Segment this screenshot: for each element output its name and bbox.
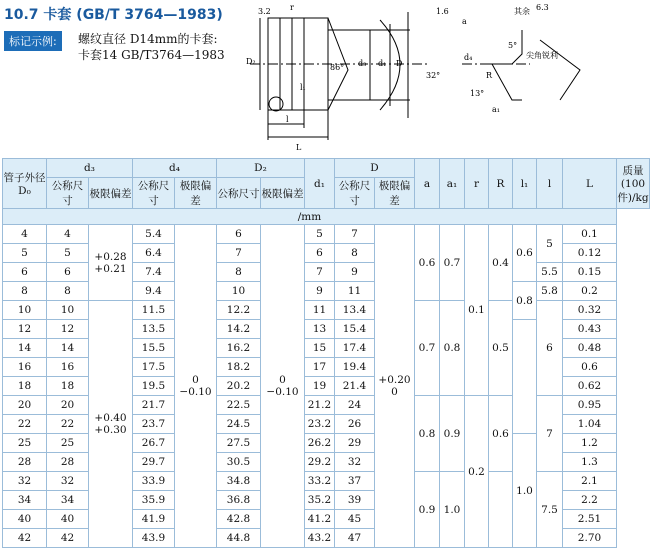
cell-d1: 15 <box>305 339 335 358</box>
cell-d4: 41.9 <box>133 510 175 529</box>
cell-D: 17.4 <box>335 339 375 358</box>
cell-l: 5 <box>537 225 563 263</box>
label-d3: d₃ <box>358 59 367 68</box>
label-13deg: 13° <box>470 89 485 98</box>
cell-mass: 0.1 <box>563 225 617 244</box>
cell-d1: 19 <box>305 377 335 396</box>
cell-mass: 0.95 <box>563 396 617 415</box>
label-6-3: 6.3 <box>536 3 549 12</box>
cell-d3: 20 <box>47 396 89 415</box>
header-L: L <box>563 159 617 209</box>
cell-d4: 21.7 <box>133 396 175 415</box>
cell-R: 0.6 <box>489 396 513 472</box>
label-32deg: 32° <box>426 71 441 80</box>
label-rest: 其余 <box>514 7 530 16</box>
cell-D2: 12.2 <box>217 301 261 320</box>
cell-d1: 23.2 <box>305 415 335 434</box>
cell-D2: 7 <box>217 244 261 263</box>
cell-d1: 5 <box>305 225 335 244</box>
ferrule-drawing <box>230 0 650 156</box>
header-d4-nominal: 公称尺寸 <box>133 178 175 209</box>
cell-d4: 23.7 <box>133 415 175 434</box>
cell-d3: 28 <box>47 453 89 472</box>
cell-D0: 42 <box>3 529 47 548</box>
label-a: a <box>462 17 467 26</box>
cell-l: 7.5 <box>537 472 563 548</box>
header-r: r <box>465 159 489 209</box>
label-sharp: 尖角锐利 <box>526 51 558 60</box>
cell-d4: 43.9 <box>133 529 175 548</box>
cell-R <box>489 472 513 548</box>
cell-mass: 0.32 <box>563 301 617 320</box>
cell-D2: 10 <box>217 282 261 301</box>
cell-d4: 5.4 <box>133 225 175 244</box>
cell-D: 32 <box>335 453 375 472</box>
header-d3-dev: 极限偏差 <box>89 178 133 209</box>
cell-mass: 2.1 <box>563 472 617 491</box>
cell-d4: 35.9 <box>133 491 175 510</box>
cell-mass: 0.43 <box>563 320 617 339</box>
table-row <box>3 301 650 320</box>
cell-D2: 14.2 <box>217 320 261 339</box>
cell-l: 5.8 <box>537 282 563 301</box>
cell-r: 0.2 <box>465 396 489 548</box>
table-body <box>3 225 650 548</box>
cell-d4: 9.4 <box>133 282 175 301</box>
label-d4: d₄ <box>464 53 473 62</box>
cell-R: 0.4 <box>489 225 513 301</box>
cell-D2: 24.5 <box>217 415 261 434</box>
cell-d1: 17 <box>305 358 335 377</box>
cell-D: 13.4 <box>335 301 375 320</box>
label-d1: d₁ <box>378 59 387 68</box>
cell-d3: 22 <box>47 415 89 434</box>
cell-D0: 18 <box>3 377 47 396</box>
cell-D: 9 <box>335 263 375 282</box>
cell-d4: 19.5 <box>133 377 175 396</box>
cell-d3: 4 <box>47 225 89 244</box>
header-d3: d₃ <box>47 159 133 178</box>
cell-D: 37 <box>335 472 375 491</box>
cell-D0: 40 <box>3 510 47 529</box>
label-L: L <box>296 143 302 152</box>
cell-D: 8 <box>335 244 375 263</box>
cell-d4: 15.5 <box>133 339 175 358</box>
cell-D: 11 <box>335 282 375 301</box>
cell-D0: 32 <box>3 472 47 491</box>
cell-D0: 34 <box>3 491 47 510</box>
cell-d3: +0.28 +0.21 <box>89 225 133 301</box>
label-l1: l₁ <box>300 83 306 92</box>
header-a: a <box>415 159 440 209</box>
cell-l1: 1.0 <box>513 434 537 548</box>
cell-d1: 43.2 <box>305 529 335 548</box>
cell-a1: 0.7 <box>440 225 465 301</box>
page-title: 10.7 卡套 (GB/T 3764—1983) <box>4 7 223 23</box>
cell-D: 45 <box>335 510 375 529</box>
cell-D2: 8 <box>217 263 261 282</box>
cell-d1: 26.2 <box>305 434 335 453</box>
cell-D: 47 <box>335 529 375 548</box>
header-R: R <box>489 159 513 209</box>
cell-d3: 34 <box>47 491 89 510</box>
cell-a1: 0.8 <box>440 301 465 396</box>
cell-D: 19.4 <box>335 358 375 377</box>
cell-d1: 6 <box>305 244 335 263</box>
cell-d4: 7.4 <box>133 263 175 282</box>
header-pipe-od: 管子外径 D₀ <box>3 159 47 209</box>
header-d4-dev: 极限偏差 <box>175 178 217 209</box>
cell-d1: 33.2 <box>305 472 335 491</box>
cell-d4: 17.5 <box>133 358 175 377</box>
cell-mass: 0.62 <box>563 377 617 396</box>
ferrule-dimensions-table <box>2 158 650 548</box>
cell-d4: 11.5 <box>133 301 175 320</box>
header-l: l <box>537 159 563 209</box>
cell-l: 5.5 <box>537 263 563 282</box>
label-5deg: 5° <box>508 41 518 50</box>
cell-d3: 8 <box>47 282 89 301</box>
cell-D2: 36.8 <box>217 491 261 510</box>
cell-d4: 13.5 <box>133 320 175 339</box>
cell-D: 39 <box>335 491 375 510</box>
cell-mass: 0.2 <box>563 282 617 301</box>
cell-D2: 6 <box>217 225 261 244</box>
cell-a1: 1.0 <box>440 472 465 548</box>
header-a1: a₁ <box>440 159 465 209</box>
label-l: l <box>286 115 289 124</box>
cell-mass: 1.3 <box>563 453 617 472</box>
cell-d1: 41.2 <box>305 510 335 529</box>
example-line-1: 螺纹直径 D14mm的卡套: <box>78 32 218 46</box>
cell-d3: 5 <box>47 244 89 263</box>
cell-D: 29 <box>335 434 375 453</box>
cell-D2: 30.5 <box>217 453 261 472</box>
cell-l: 7 <box>537 396 563 472</box>
cell-d3: 42 <box>47 529 89 548</box>
cell-mass: 2.70 <box>563 529 617 548</box>
label-r: r <box>290 3 294 12</box>
cell-d3: 16 <box>47 358 89 377</box>
label-R: R <box>486 71 493 80</box>
cell-D0: 8 <box>3 282 47 301</box>
cell-d1: 21.2 <box>305 396 335 415</box>
cell-d3: 12 <box>47 320 89 339</box>
cell-d1: 29.2 <box>305 453 335 472</box>
cell-D2: 0 −0.10 <box>261 225 305 548</box>
cell-D0: 22 <box>3 415 47 434</box>
cell-d3: 32 <box>47 472 89 491</box>
label-a1: a₁ <box>492 105 500 114</box>
cell-D2: 20.2 <box>217 377 261 396</box>
cell-d4: 29.7 <box>133 453 175 472</box>
header-D: D <box>335 159 415 178</box>
cell-D: 24 <box>335 396 375 415</box>
label-3-2: 3.2 <box>258 7 271 16</box>
cell-D0: 25 <box>3 434 47 453</box>
header-mass: 质量(100件)/kg <box>617 159 650 209</box>
cell-d3: 14 <box>47 339 89 358</box>
cell-d3: 6 <box>47 263 89 282</box>
cell-d1: 35.2 <box>305 491 335 510</box>
cell-r: 0.1 <box>465 225 489 396</box>
cell-a: 0.7 <box>415 301 440 396</box>
cell-D: 15.4 <box>335 320 375 339</box>
header-D2: D₂ <box>217 159 305 178</box>
cell-d3: +0.40 +0.30 <box>89 301 133 548</box>
header-D-nominal: 公称尺寸 <box>335 178 375 209</box>
cell-l: 6 <box>537 301 563 396</box>
cell-d3: 18 <box>47 377 89 396</box>
cell-D2: 18.2 <box>217 358 261 377</box>
cell-l1: 0.6 <box>513 225 537 282</box>
header-l1: l₁ <box>513 159 537 209</box>
label-D2: D₂ <box>246 57 256 66</box>
cell-D0: 28 <box>3 453 47 472</box>
cell-D: 21.4 <box>335 377 375 396</box>
label-D: D <box>396 59 403 68</box>
cell-D: 7 <box>335 225 375 244</box>
cell-D2: 27.5 <box>217 434 261 453</box>
table-row <box>3 225 650 244</box>
label-1-6: 1.6 <box>436 7 449 16</box>
cell-D0: 14 <box>3 339 47 358</box>
header-D2-dev: 极限偏差 <box>261 178 305 209</box>
label-86deg: 86° <box>330 63 345 72</box>
cell-a: 0.6 <box>415 225 440 301</box>
cell-D2: 42.8 <box>217 510 261 529</box>
example-badge: 标记示例: <box>4 31 62 51</box>
cell-d1: 9 <box>305 282 335 301</box>
cell-d4: 6.4 <box>133 244 175 263</box>
cell-a1: 0.9 <box>440 396 465 472</box>
header-D2-nominal: 公称尺寸 <box>217 178 261 209</box>
cell-D2: 16.2 <box>217 339 261 358</box>
cell-D0: 6 <box>3 263 47 282</box>
header-D-dev: 极限偏差 <box>375 178 415 209</box>
header-d3-nominal: 公称尺寸 <box>47 178 89 209</box>
cell-D: +0.20 0 <box>375 225 415 548</box>
cell-mass: 0.6 <box>563 358 617 377</box>
header-d4: d₄ <box>133 159 217 178</box>
cell-d4: 0 −0.10 <box>175 225 217 548</box>
cell-D0: 10 <box>3 301 47 320</box>
cell-mass: 2.2 <box>563 491 617 510</box>
cell-d4: 33.9 <box>133 472 175 491</box>
cell-d4: 26.7 <box>133 434 175 453</box>
header-d1: d₁ <box>305 159 335 209</box>
cell-mass: 1.2 <box>563 434 617 453</box>
cell-l1 <box>513 320 537 434</box>
cell-R: 0.5 <box>489 301 513 396</box>
cell-D0: 12 <box>3 320 47 339</box>
cell-a: 0.8 <box>415 396 440 472</box>
cell-mass: 0.48 <box>563 339 617 358</box>
cell-mass: 0.12 <box>563 244 617 263</box>
cell-d1: 7 <box>305 263 335 282</box>
cell-mass: 1.04 <box>563 415 617 434</box>
cell-d3: 25 <box>47 434 89 453</box>
example-line-2: 卡套14 GB/T3764—1983 <box>78 48 225 62</box>
cell-d3: 40 <box>47 510 89 529</box>
cell-D0: 16 <box>3 358 47 377</box>
unit-row: /mm <box>3 209 617 225</box>
cell-D0: 4 <box>3 225 47 244</box>
cell-d3: 10 <box>47 301 89 320</box>
cell-mass: 0.15 <box>563 263 617 282</box>
cell-D2: 44.8 <box>217 529 261 548</box>
cell-D2: 22.5 <box>217 396 261 415</box>
cell-d1: 11 <box>305 301 335 320</box>
cell-D2: 34.8 <box>217 472 261 491</box>
cell-a: 0.9 <box>415 472 440 548</box>
cell-mass: 2.51 <box>563 510 617 529</box>
cell-D0: 20 <box>3 396 47 415</box>
cell-d1: 13 <box>305 320 335 339</box>
cell-l1: 0.8 <box>513 282 537 320</box>
cell-D0: 5 <box>3 244 47 263</box>
cell-D: 26 <box>335 415 375 434</box>
